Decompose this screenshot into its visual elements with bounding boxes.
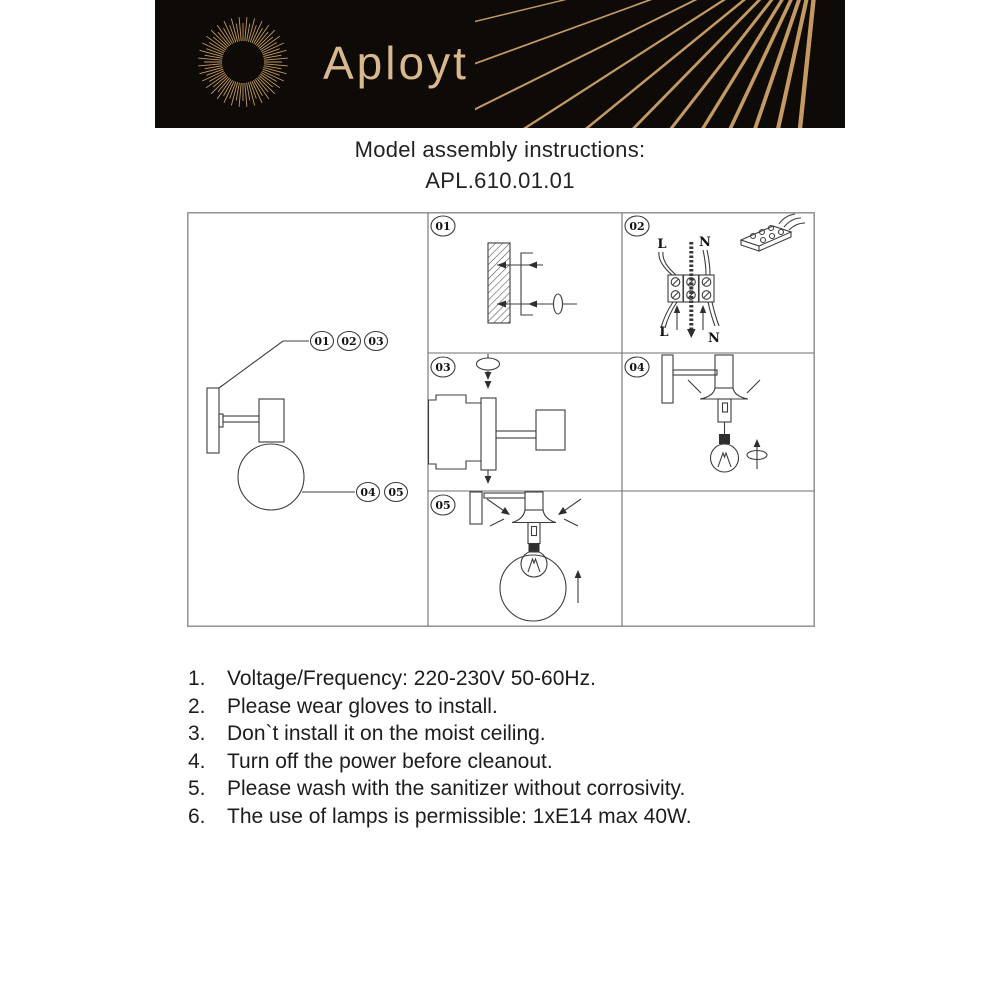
- lamp-body: [715, 355, 733, 388]
- screw-head: [554, 294, 563, 314]
- title-block: [0, 137, 1000, 194]
- step-panel-05: [431, 492, 581, 621]
- screw-arrow-bottom: [485, 476, 492, 484]
- ground-arrow: [687, 329, 696, 338]
- lamp-arm: [673, 370, 717, 375]
- push-up-arrow: [575, 570, 582, 603]
- lamp-socket: [528, 523, 540, 544]
- sunburst-logo-icon: [179, 0, 307, 126]
- svg-text:03: 03: [435, 361, 451, 374]
- shade-skirt: [700, 388, 748, 399]
- glass-globe: [238, 444, 304, 510]
- page-title: Model assembly instructions:: [354, 137, 646, 162]
- svg-text:01: 01: [314, 335, 330, 348]
- screw-head-top: [477, 358, 500, 370]
- terminal-block-3d: [741, 214, 805, 251]
- instruction-text: Please wear gloves to install.: [227, 694, 498, 718]
- wall-lamp-drawing: [207, 388, 304, 510]
- callout-05: [385, 483, 408, 502]
- instruction-item: [188, 775, 692, 803]
- wire-label-line-top: L: [657, 237, 667, 252]
- svg-text:05: 05: [435, 499, 451, 512]
- svg-text:01: 01: [435, 220, 451, 233]
- step-panel-03: [429, 354, 566, 484]
- instruction-item: [188, 748, 692, 776]
- instructions-list: [188, 665, 692, 830]
- instruction-number: 2.: [188, 694, 206, 718]
- instruction-item: [188, 693, 692, 721]
- step-03-badge: [431, 357, 455, 377]
- light-bulb: [711, 434, 739, 472]
- back-plate: [481, 398, 496, 470]
- svg-text:05: 05: [388, 486, 404, 499]
- step-05-badge: [431, 495, 455, 515]
- instruction-text: Voltage/Frequency: 220-230V 50-60Hz.: [227, 667, 596, 690]
- svg-text:04: 04: [360, 486, 376, 499]
- rotate-arrow: [747, 439, 767, 469]
- wire-label-neutral-bottom: N: [708, 331, 720, 346]
- step-panel-04: [625, 355, 767, 472]
- instruction-text: The use of lamps is permissible: 1xE14 max 40W.: [227, 804, 692, 828]
- insert-arrows: [674, 305, 706, 330]
- callout-04: [357, 483, 380, 502]
- instruction-item: [188, 720, 692, 748]
- instruction-item: [188, 803, 692, 831]
- lamp-body: [525, 492, 543, 510]
- instruction-text: Please wash with the sanitizer without corrosivity.: [227, 777, 686, 800]
- step-01-badge: [431, 216, 455, 236]
- ground-wire: [687, 242, 696, 338]
- wall-bracket-profile: [429, 395, 482, 469]
- instruction-text: Don`t install it on the moist ceiling.: [227, 722, 546, 745]
- step-panel-01: [431, 216, 577, 323]
- callout-02: [338, 332, 361, 351]
- corner-rays-icon: [475, 0, 845, 128]
- instruction-number: 3.: [188, 722, 206, 745]
- light-bulb: [521, 544, 547, 578]
- screw-top: [497, 262, 543, 269]
- brand-banner: [155, 0, 845, 128]
- wall-plate: [662, 355, 673, 403]
- step-04-badge: [625, 357, 649, 377]
- wire-label-neutral-top: N: [699, 235, 711, 250]
- wall-cross-section: [488, 243, 510, 323]
- model-number: APL.610.01.01: [425, 168, 575, 193]
- brand-logo-text: Aployt: [323, 37, 469, 89]
- svg-text:02: 02: [341, 335, 357, 348]
- lamp-arm: [496, 431, 536, 438]
- wall-plate: [470, 492, 482, 524]
- lamp-arm: [223, 416, 259, 422]
- svg-text:03: 03: [368, 335, 384, 348]
- callout-leader-top: [219, 341, 309, 388]
- callout-03: [365, 332, 388, 351]
- instruction-number: 4.: [188, 749, 206, 773]
- lamp-body: [259, 399, 284, 442]
- callout-01: [311, 332, 334, 351]
- instruction-item: [188, 665, 692, 693]
- arm-joint: [219, 414, 223, 427]
- step-02-badge: [625, 216, 649, 236]
- svg-text:04: 04: [629, 361, 645, 374]
- instruction-number: 1.: [188, 667, 206, 690]
- svg-text:02: 02: [629, 220, 645, 233]
- instruction-text: Turn off the power before cleanout.: [227, 749, 553, 773]
- shade-skirt: [512, 510, 556, 523]
- instruction-number: 5.: [188, 777, 206, 800]
- instruction-number: 6.: [188, 804, 206, 828]
- assembly-diagram: [187, 212, 815, 627]
- wire-label-line-bottom: L: [659, 325, 669, 340]
- wall-plate: [207, 388, 219, 453]
- step-panel-02: [625, 214, 805, 346]
- lamp-body: [536, 410, 565, 450]
- lamp-arm: [484, 493, 525, 498]
- glass-globe: [500, 555, 566, 621]
- overview-panel: [207, 332, 408, 511]
- mounting-bracket: [521, 253, 533, 315]
